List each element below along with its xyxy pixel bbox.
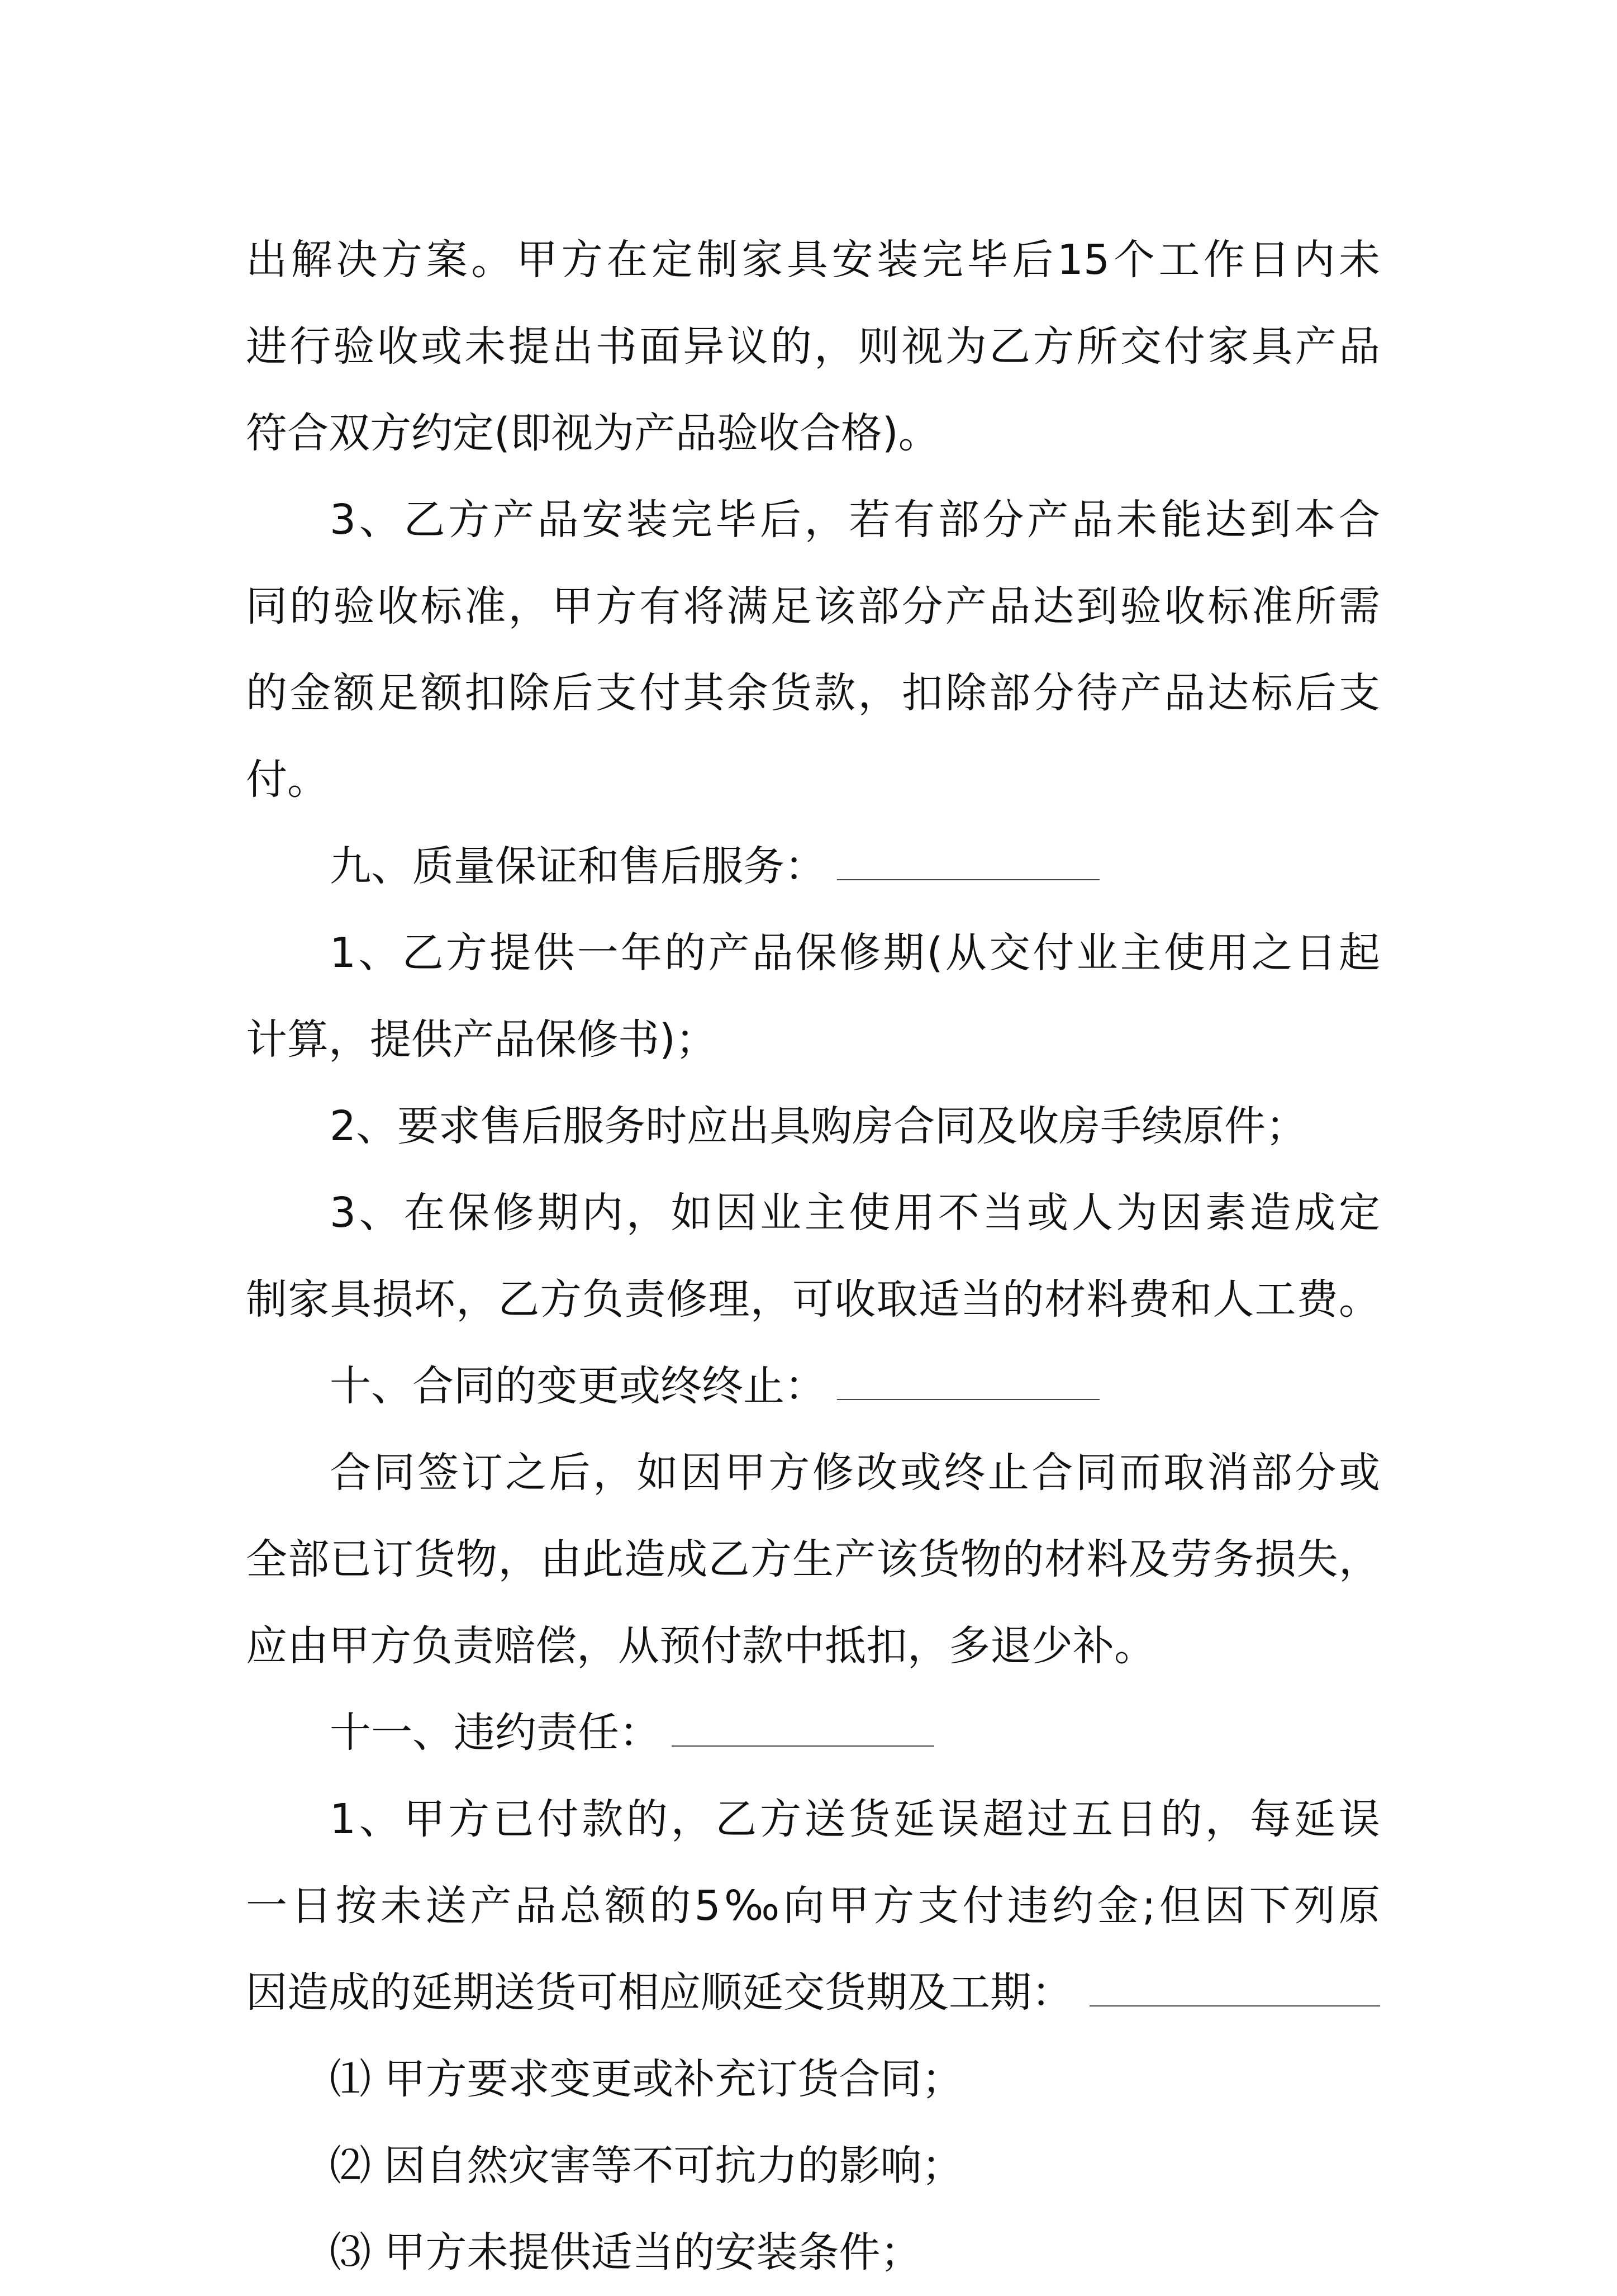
text-line: 3、在保修期内，如因业主使用不当或人为因素造成定 [330,1189,1380,1237]
blank-underline [672,1712,934,1747]
section-heading-text: 十一、违约责任： [330,1709,660,1757]
text-line: 1、甲方已付款的，乙方送货延误超过五日的，每延误 [330,1795,1380,1843]
text-line: 应由甲方负责赔偿，从预付款中抵扣，多退少补。 [246,1622,1155,1670]
section-heading-text: 十、合同的变更或终终止： [330,1362,826,1410]
text-line: 一日按未送产品总额的5‰向甲方支付违约金;但因下列原 [246,1882,1380,1930]
text-line: 的金额足额扣除后支付其余货款，扣除部分待产品达标后支 [246,669,1380,717]
text-line: 全部已订货物，由此造成乙方生产该货物的材料及劳务损失， [246,1535,1380,1583]
text-line: 付。 [246,756,329,804]
blank-underline [1090,1972,1380,2006]
text-line: 1、乙方提供一年的产品保修期(从交付业主使用之日起 [330,929,1380,977]
text-line [246,1949,1380,2036]
document-body [246,217,1380,2296]
text-line: 3、乙方产品安装完毕后，若有部分产品未能达到本合 [330,496,1380,544]
text-line: 进行验收或未提出书面异议的，则视为乙方所交付家具产品 [246,322,1380,371]
text-line: 同的验收标准，甲方有将满足该部分产品达到验收标准所需 [246,582,1380,630]
list-item: ⑵ 因自然灾害等不可抗力的影响； [330,2142,963,2190]
text-line: 制家具损坏，乙方负责修理，可收取适当的材料费和人工费。 [246,1275,1380,1323]
list-item: ⑴ 甲方要求变更或补充订货合同； [330,2055,963,2103]
text-line: 符合双方约定(即视为产品验收合格)。 [246,409,940,457]
blank-underline [837,846,1100,880]
text-line-content: 因造成的延期送货可相应顺延交货期及工期： [246,1968,1073,2017]
section-heading [246,823,1380,910]
section-heading [246,1343,1380,1430]
text-line: 合同签订之后，如因甲方修改或终止合同而取消部分或 [330,1449,1380,1497]
section-heading-text: 九、质量保证和售后服务： [330,842,826,890]
text-line: 计算，提供产品保修书)； [246,1016,717,1064]
blank-underline [837,1365,1100,1400]
section-heading [246,1690,1380,1776]
list-item: ⑶ 甲方未提供适当的安装条件； [330,2228,922,2276]
text-line: 2、要求售后服务时应出具购房合同及收房手续原件； [330,1102,1307,1150]
text-line: 出解决方案。甲方在定制家具安装完毕后15个工作日内未 [246,236,1380,284]
